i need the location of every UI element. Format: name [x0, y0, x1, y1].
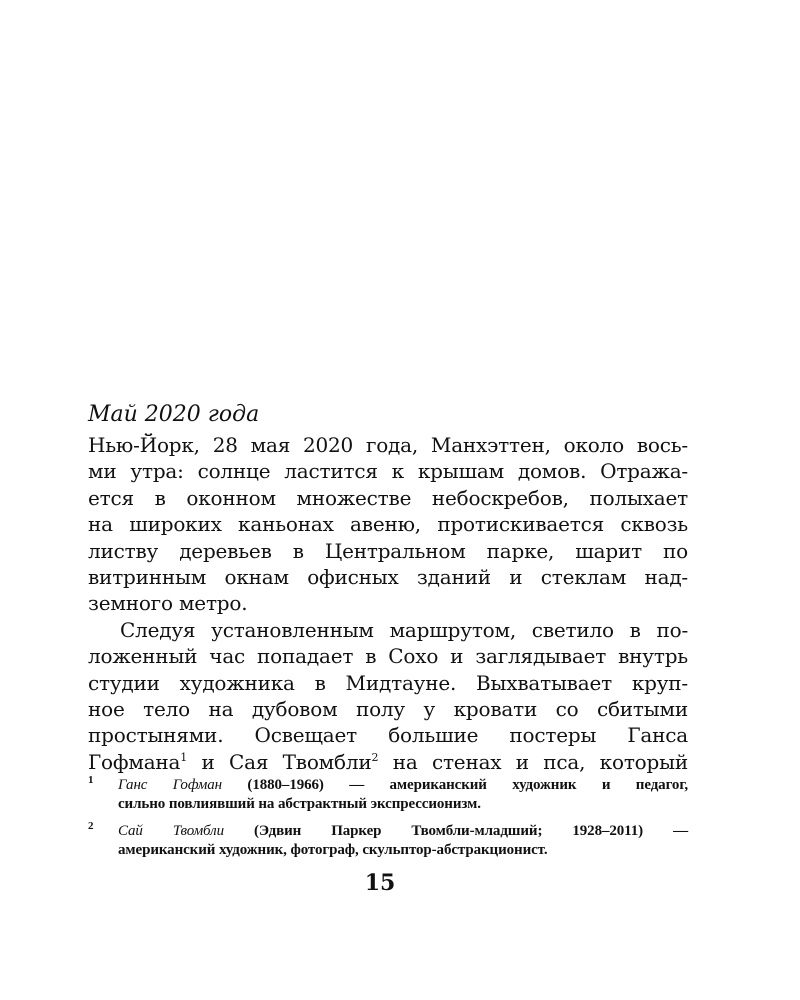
- paragraph-2: [88, 617, 688, 775]
- text-line: студии художника в Мидтауне. Выхватывает круп-: [88, 670, 688, 695]
- footnote-text: (1880–1966) — американский художник и педагог,: [222, 777, 688, 793]
- paragraph-1: [88, 432, 688, 617]
- page-number: 15: [364, 870, 396, 896]
- footnote-mark: 1: [88, 774, 94, 786]
- text-line: ложенный час попадает в Сохо и заглядывает внутрь: [88, 644, 688, 669]
- text-line: ное тело на дубовом полу у кровати со сбитыми: [88, 696, 688, 721]
- footnote-2: [88, 822, 688, 860]
- text-line: простынями. Освещает большие постеры Ганса: [88, 723, 688, 748]
- footnote-person-name: Сай Твомбли: [118, 823, 224, 839]
- text-line: ется в оконном множестве небоскребов, полыхает: [88, 485, 688, 510]
- footnote-ref-2[interactable]: 2: [371, 750, 379, 764]
- footnotes: [88, 776, 688, 868]
- footnote-line: американский художник, фотограф, скульптор-абстракционист.: [118, 842, 548, 858]
- text-line: ми утра: солнце ластится к крышам домов. Отража-: [88, 459, 688, 484]
- footnote-mark: 2: [88, 820, 94, 832]
- footnote-line: [118, 776, 688, 795]
- footnote-line: сильно повлиявший на абстрактный экспрессионизм.: [118, 796, 481, 812]
- main-text: [88, 400, 688, 775]
- text-line: Следуя установленным маршрутом, светило в по-: [120, 617, 688, 642]
- footnote-line: [118, 822, 688, 841]
- text-fragment: и Сая Твомбли: [187, 749, 372, 774]
- text-line: витринным окнам офисных зданий и стеклам над-: [88, 564, 688, 589]
- footnote-text: (Эдвин Паркер Твомбли-младший; 1928–2011) —: [223, 823, 688, 839]
- text-line: листву деревьев в Центральном парке, шарит по: [88, 538, 688, 563]
- text-line: Нью-Йорк, 28 мая 2020 года, Манхэттен, около вось-: [88, 433, 688, 457]
- footnote-person-name: Ганс Гофман: [118, 777, 223, 793]
- text-fragment: Гофмана: [88, 749, 181, 774]
- text-fragment: на стенах и пса, который: [378, 749, 688, 774]
- text-line: на широких каньонах авеню, протискивается сквозь: [88, 512, 688, 537]
- text-line-with-footnote-refs: [88, 749, 688, 775]
- footnote-ref-1[interactable]: 1: [180, 750, 188, 764]
- text-line: земного метро.: [88, 591, 248, 616]
- footnote-1: [88, 776, 688, 814]
- chapter-date-heading: Май 2020 года: [88, 402, 260, 427]
